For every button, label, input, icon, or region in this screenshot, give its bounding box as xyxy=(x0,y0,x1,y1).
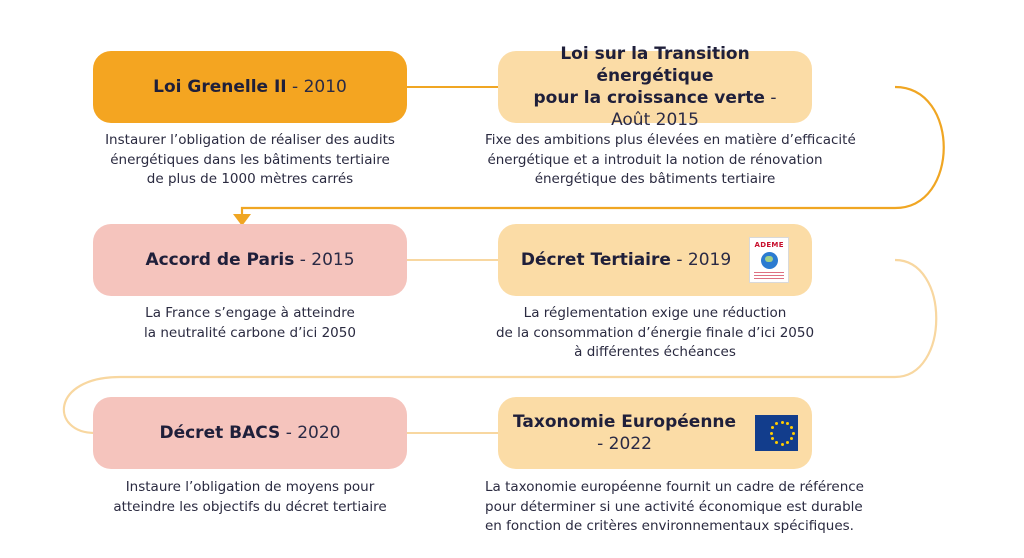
eu-star xyxy=(786,441,789,444)
eu-flag-icon xyxy=(755,415,798,451)
eu-star xyxy=(790,437,793,440)
milestone-title-line-2: pour la croissance verte xyxy=(533,88,765,108)
eu-star xyxy=(771,426,774,429)
milestone-title: Accord de Paris xyxy=(145,250,295,270)
milestone-description-taxonomie: La taxonomie européenne fournit un cadre de référence pour déterminer si une activité économique est durable en fonction de critères environnementaux spécifiques. xyxy=(485,479,864,534)
milestone-description-decret-tertiaire: La réglementation exige une réduction de la consommation d’énergie finale d’ici 2050 à différentes échéances xyxy=(495,305,815,360)
milestone-description-transition-energetique: Fixe des ambitions plus élevées en matière d’efficacité énergétique et a introduit la notion de rénovation énergétique des bâtiments tertiaire xyxy=(485,132,856,187)
milestone-box-accord-paris xyxy=(93,224,407,296)
milestone-title: Décret Tertiaire xyxy=(520,250,671,270)
milestone-box-decret-tertiaire xyxy=(498,224,812,296)
milestone-title: Loi Grenelle II xyxy=(153,77,287,97)
eu-star xyxy=(790,426,793,429)
ademe-logo-label: ADEME xyxy=(754,241,784,249)
milestone-description-decret-bacs: Instaure l’obligation de moyens pour atteindre les objectifs du décret tertiaire xyxy=(113,479,387,515)
milestone-date: - 2020 xyxy=(280,423,341,443)
milestone-date: - 2010 xyxy=(286,77,347,97)
eu-star xyxy=(775,441,778,444)
eu-star xyxy=(781,443,784,446)
eu-star xyxy=(775,422,778,425)
milestone-date: - 2015 xyxy=(294,250,355,270)
milestone-title-line-1: Loi sur la Transition énergétique xyxy=(560,44,750,86)
milestone-box-decret-bacs xyxy=(93,397,407,469)
milestone-description-accord-paris: La France s’engage à atteindre la neutralité carbone d’ici 2050 xyxy=(144,305,356,341)
eu-star xyxy=(770,432,773,435)
milestone-box-grenelle xyxy=(93,51,407,123)
ademe-logo-icon xyxy=(749,237,789,283)
eu-star xyxy=(771,437,774,440)
eu-star xyxy=(792,432,795,435)
eu-star xyxy=(781,421,784,424)
milestone-date: - 2022 xyxy=(597,434,652,454)
eu-star xyxy=(786,422,789,425)
milestone-box-taxonomie xyxy=(498,397,812,469)
milestone-title: Taxonomie Européenne xyxy=(513,412,737,432)
milestone-title: Décret BACS xyxy=(159,423,281,443)
milestone-box-transition-energetique xyxy=(498,44,812,130)
milestone-description-grenelle: Instaurer l’obligation de réaliser des audits énergétiques dans les bâtiments tertiaire de plus de 1000 mètres carrés xyxy=(105,132,395,187)
globe-icon xyxy=(761,252,778,269)
milestone-date: - 2019 xyxy=(670,250,732,270)
milestone-date: - Août 2015 xyxy=(611,88,777,130)
